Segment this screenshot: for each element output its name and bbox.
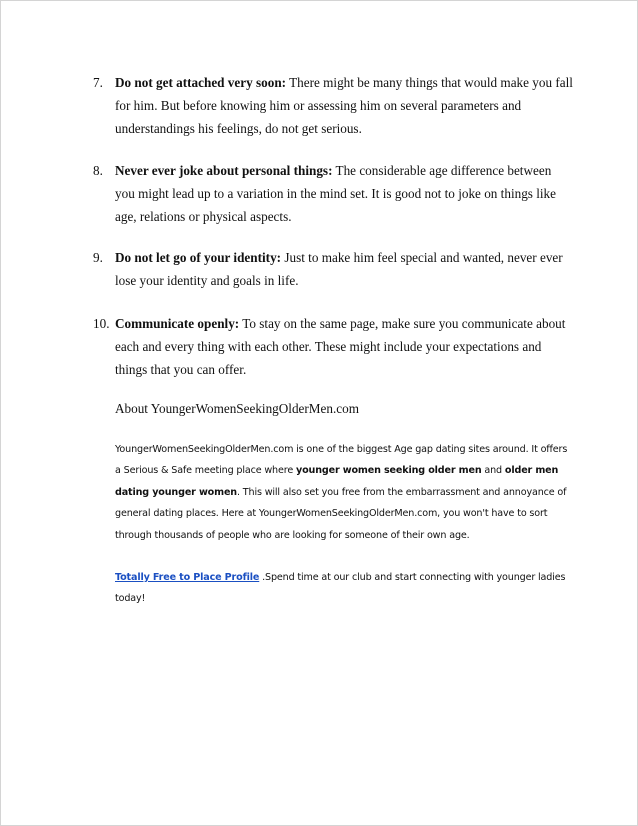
list-item-text: To stay on the same page, make sure you communicate about each and every thing with each other. These might include your expectations and things that you can offer. bbox=[115, 316, 566, 377]
list-item bbox=[93, 246, 573, 292]
list-item-body bbox=[115, 312, 573, 381]
about-text: . This will also set you free from the embarrassment and annoyance of general dating places. Here at YoungerWomenSeekingOlderMen.com, you won't have to sort through thousands of people who are looking for someone of their own age. bbox=[115, 486, 567, 541]
list-item-text: The considerable age difference between you might lead up to a variation in the mind set. It is good not to joke on things like age, relations or physical aspects. bbox=[115, 163, 556, 224]
list-item-text: Just to make him feel special and wanted, never ever lose your identity and goals in life. bbox=[115, 250, 563, 288]
list-item-label: Communicate openly: bbox=[115, 316, 240, 331]
list-item-label: Never ever joke about personal things: bbox=[115, 163, 333, 178]
about-keyword: younger women seeking older men bbox=[295, 465, 482, 477]
list-item-number: 8. bbox=[93, 163, 103, 178]
cta-paragraph bbox=[115, 567, 575, 610]
about-heading: About YoungerWomenSeekingOlderMen.com bbox=[115, 401, 359, 416]
about-keyword: older men dating younger women bbox=[115, 465, 559, 498]
list-item-number: 7. bbox=[93, 75, 103, 90]
list-item-label: Do not let go of your identity: bbox=[115, 250, 282, 265]
list-item-body bbox=[115, 246, 573, 292]
free-profile-link[interactable]: Totally Free to Place Profile bbox=[115, 572, 260, 583]
cta-text: .Spend time at our club and start connecting with younger ladies today! bbox=[115, 572, 566, 605]
list-item-number: 9. bbox=[93, 250, 103, 265]
list-item bbox=[93, 159, 573, 228]
list-item bbox=[93, 312, 573, 381]
list-item-label: Do not get attached very soon: bbox=[115, 75, 287, 90]
list-item-text: There might be many things that would make you fall for him. But before knowing him or assessing him on several parameters and understandings his feelings, do not get serious. bbox=[115, 75, 573, 136]
list-item bbox=[93, 71, 573, 140]
list-item-number: 10. bbox=[93, 316, 110, 331]
about-paragraph bbox=[115, 439, 575, 546]
list-item-body bbox=[115, 71, 573, 140]
about-text: YoungerWomenSeekingOlderMen.com is one of the biggest Age gap dating sites around. It offers a Serious & Safe meeting place where bbox=[115, 444, 568, 477]
list-item-body bbox=[115, 159, 573, 228]
about-text: and bbox=[481, 465, 505, 477]
